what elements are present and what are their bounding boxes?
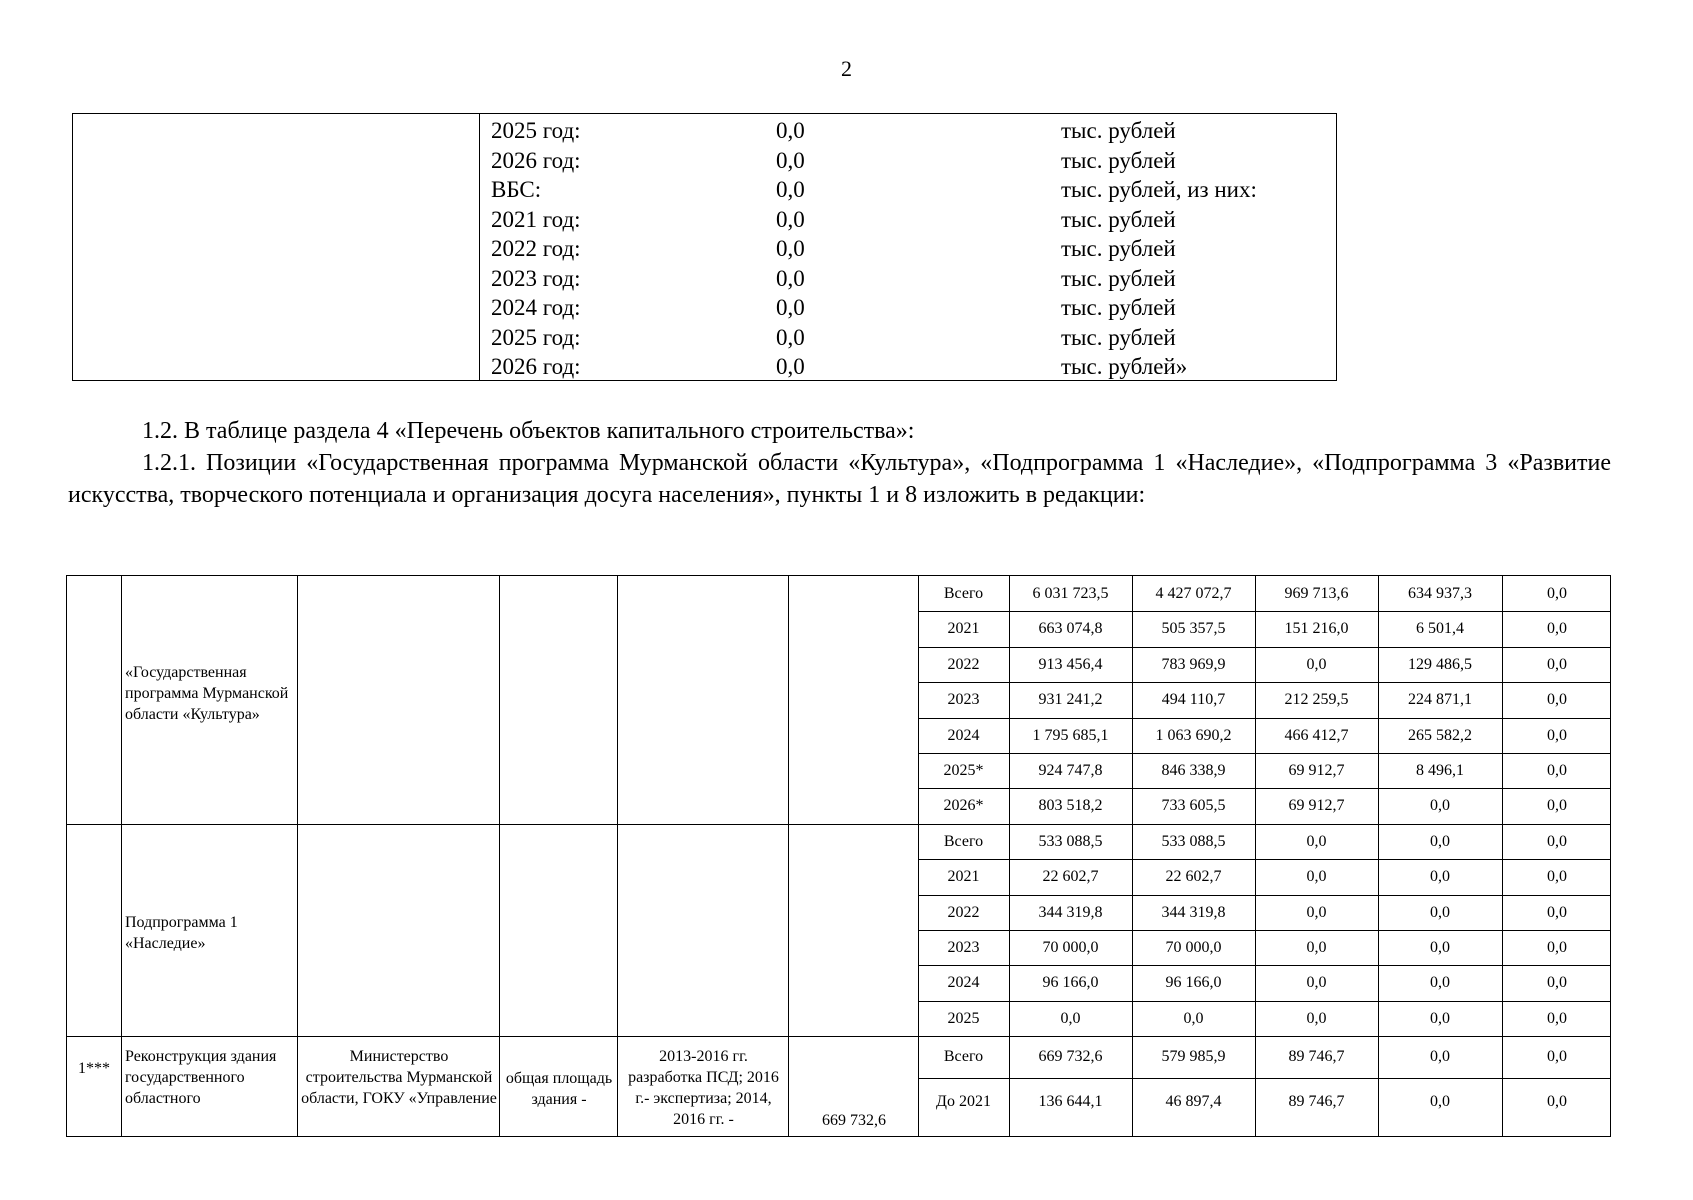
capital-construction-table <box>66 575 1611 1137</box>
funding-unit: тыс. рублей <box>1061 236 1176 261</box>
funding-label: 2025 год: <box>491 324 581 350</box>
paragraph-1-2: 1.2. В таблице раздела 4 «Перечень объектов капитального строительства»: <box>142 418 915 444</box>
amount-cell: 1 795 685,1 <box>1032 726 1109 744</box>
amount-cell: 0,0 <box>1430 939 1450 956</box>
amount-cell: 0,0 <box>1430 1093 1450 1111</box>
funding-label: 2025 год: <box>491 118 581 143</box>
funding-value: 0,0 <box>776 354 805 379</box>
year-cell: 2025* <box>943 762 984 779</box>
amount-cell: 0,0 <box>1306 903 1327 921</box>
paragraph-1-2-1: 1.2.1. Позиции «Государственная программа Мурманской области «Культура», «Подпрограмма 1 «Наследие», «Подпрограмма 3 «Развитие искусства, творческого потенциала и организация досуга населения», пункты 1 и 8 изложить в редакции: <box>68 450 1611 508</box>
funding-label: 2022 год: <box>491 236 581 261</box>
item-customer: Министерство строительства Мурманской области, ГОКУ «Управление <box>301 1048 497 1107</box>
amount-cell: 924 747,8 <box>1038 762 1103 779</box>
col-line <box>617 576 618 1136</box>
amount-cell: 265 582,2 <box>1408 726 1472 744</box>
year-cell: 2021 <box>947 620 980 638</box>
amount-cell: 1 063 690,2 <box>1155 726 1232 744</box>
year-cell: 2025 <box>947 1009 980 1027</box>
amount-cell: 0,0 <box>1060 1009 1081 1027</box>
amount-cell: 969 713,6 <box>1284 585 1349 602</box>
year-cell: 2024 <box>947 974 980 992</box>
amount-cell: 0,0 <box>1547 620 1567 638</box>
amount-cell: 663 074,8 <box>1038 620 1103 638</box>
amount-cell: 0,0 <box>1547 1009 1567 1027</box>
amount-cell: 533 088,5 <box>1161 832 1226 850</box>
amount-cell: 0,0 <box>1547 726 1567 744</box>
amount-cell: 733 605,5 <box>1161 797 1226 815</box>
funding-row <box>491 205 1336 235</box>
amount-cell: 931 241,2 <box>1038 691 1103 709</box>
funding-value: 0,0 <box>776 206 805 232</box>
amount-cell: 0,0 <box>1547 974 1567 992</box>
amount-cell: 224 871,1 <box>1408 691 1472 709</box>
amount-cell: 0,0 <box>1430 1009 1450 1027</box>
funding-row <box>491 293 1336 323</box>
year-cell: 2023 <box>947 691 980 709</box>
year-cell: 2024 <box>947 726 980 744</box>
amount-cell: 0,0 <box>1306 974 1327 992</box>
amount-cell: 846 338,9 <box>1161 762 1226 779</box>
amount-cell: 0,0 <box>1183 1009 1204 1027</box>
amount-cell: 22 602,7 <box>1042 868 1099 886</box>
amount-cell: 0,0 <box>1430 1048 1450 1066</box>
funding-label: 2021 год: <box>491 206 581 232</box>
funding-label: 2026 год: <box>491 147 581 173</box>
amount-cell: 0,0 <box>1430 903 1450 921</box>
funding-value: 0,0 <box>776 295 805 320</box>
funding-rows <box>491 116 1336 382</box>
funding-row <box>491 323 1336 353</box>
amount-cell: 0,0 <box>1306 1009 1327 1027</box>
amount-cell: 89 746,7 <box>1288 1048 1345 1066</box>
funding-value: 0,0 <box>776 177 805 202</box>
year-cell: До 2021 <box>936 1093 991 1111</box>
amount-cell: 0,0 <box>1430 832 1450 850</box>
amount-cell: 0,0 <box>1306 939 1327 956</box>
funding-unit: тыс. рублей <box>1061 147 1176 173</box>
amount-cell: 344 319,8 <box>1038 903 1103 921</box>
amount-cell: 96 166,0 <box>1042 974 1099 992</box>
amount-cell: 96 166,0 <box>1165 974 1222 992</box>
funding-continuation-table <box>72 113 1337 381</box>
amount-cell: 0,0 <box>1547 585 1567 602</box>
amount-cell: 579 985,9 <box>1161 1048 1226 1066</box>
amount-cell: 0,0 <box>1306 655 1327 673</box>
item-name: Реконструкция здания государственного областного <box>125 1048 277 1107</box>
funding-unit: тыс. рублей <box>1061 324 1176 350</box>
amount-cell: 494 110,7 <box>1161 691 1226 709</box>
amount-cell: 0,0 <box>1547 797 1567 815</box>
amount-cell: 344 319,8 <box>1161 903 1226 921</box>
amount-cell: 0,0 <box>1430 974 1450 992</box>
group-name-heritage: Подпрограмма 1 «Наследие» <box>125 914 238 952</box>
funding-row <box>491 234 1336 264</box>
amount-cell: 634 937,3 <box>1408 585 1472 602</box>
year-cell: 2026* <box>943 797 984 815</box>
year-cell: Всего <box>943 585 984 602</box>
amount-cell: 129 486,5 <box>1408 655 1472 673</box>
funding-label: 2026 год: <box>491 354 581 379</box>
funding-value: 0,0 <box>776 324 805 350</box>
page-number: 2 <box>841 56 852 81</box>
amount-cell: 70 000,0 <box>1042 939 1099 956</box>
funding-row <box>491 146 1336 176</box>
funding-value: 0,0 <box>776 236 805 261</box>
amount-cell: 0,0 <box>1547 939 1567 956</box>
funding-row <box>491 264 1336 294</box>
item-capacity: общая площадь здания - <box>505 1070 613 1108</box>
amount-cell: 89 746,7 <box>1288 1093 1345 1111</box>
amount-cell: 0,0 <box>1547 1048 1567 1066</box>
funding-row <box>491 352 1336 382</box>
year-cell: 2022 <box>947 655 980 673</box>
amount-cell: 0,0 <box>1430 797 1450 815</box>
amount-cell: 151 216,0 <box>1284 620 1349 638</box>
amount-cell: 69 912,7 <box>1288 762 1345 779</box>
amount-cell: 913 456,4 <box>1038 655 1103 673</box>
amount-cell: 4 427 072,7 <box>1155 585 1232 602</box>
amount-cell: 22 602,7 <box>1165 868 1222 886</box>
amount-cell: 136 644,1 <box>1038 1093 1103 1111</box>
amount-cell: 70 000,0 <box>1165 939 1222 956</box>
amount-cell: 6 501,4 <box>1416 620 1464 638</box>
amount-cell: 533 088,5 <box>1038 832 1103 850</box>
funding-value: 0,0 <box>776 147 805 173</box>
col-line <box>121 576 122 1136</box>
funding-unit: тыс. рублей, из них: <box>1061 177 1257 202</box>
table-divider <box>479 114 480 380</box>
funding-unit: тыс. рублей <box>1061 265 1176 291</box>
year-cell: 2021 <box>947 868 980 886</box>
funding-label: 2023 год: <box>491 265 581 291</box>
funding-unit: тыс. рублей» <box>1061 354 1188 379</box>
amount-cell: 0,0 <box>1547 1093 1567 1111</box>
amount-cell: 0,0 <box>1547 691 1567 709</box>
item-cost: 669 732,6 <box>822 1112 886 1129</box>
item-number: 1*** <box>78 1060 110 1077</box>
funding-label: ВБС: <box>491 177 542 202</box>
funding-row <box>491 116 1336 146</box>
funding-unit: тыс. рублей <box>1061 118 1176 143</box>
year-cell: Всего <box>943 832 984 850</box>
amount-cell: 669 732,6 <box>1038 1048 1103 1066</box>
funding-row <box>491 175 1336 205</box>
amount-cell: 0,0 <box>1430 868 1450 886</box>
amount-cell: 46 897,4 <box>1165 1093 1222 1111</box>
amount-cell: 0,0 <box>1306 832 1327 850</box>
amount-cell: 783 969,9 <box>1161 655 1226 673</box>
amount-cell: 0,0 <box>1547 762 1567 779</box>
amount-cell: 6 031 723,5 <box>1032 585 1109 602</box>
amount-cell: 0,0 <box>1306 868 1327 886</box>
funding-unit: тыс. рублей <box>1061 206 1176 232</box>
funding-unit: тыс. рублей <box>1061 295 1176 320</box>
amount-cell: 0,0 <box>1547 655 1567 673</box>
col-line <box>297 576 298 1136</box>
funding-label: 2024 год: <box>491 295 581 320</box>
year-cell: 2022 <box>947 903 980 921</box>
amount-cell: 69 912,7 <box>1288 797 1345 815</box>
amount-cell: 8 496,1 <box>1416 762 1464 779</box>
funding-value: 0,0 <box>776 265 805 291</box>
funding-value: 0,0 <box>776 118 805 143</box>
amount-cell: 0,0 <box>1547 868 1567 886</box>
amount-cell: 212 259,5 <box>1284 691 1349 709</box>
amount-cell: 505 357,5 <box>1161 620 1226 638</box>
year-cell: 2023 <box>947 939 980 956</box>
col-line <box>788 576 789 1136</box>
item-period: 2013-2016 гг. разработка ПСД; 2016 г.- экспертиза; 2014, 2016 гг. - <box>628 1048 779 1128</box>
amount-cell: 0,0 <box>1547 903 1567 921</box>
year-cell: Всего <box>943 1048 984 1066</box>
amount-cell: 0,0 <box>1547 832 1567 850</box>
amount-cell: 803 518,2 <box>1038 797 1103 815</box>
amount-cell: 466 412,7 <box>1284 726 1349 744</box>
col-line <box>499 576 500 1136</box>
group-name-culture: «Государственная программа Мурманской области «Культура» <box>125 664 289 723</box>
